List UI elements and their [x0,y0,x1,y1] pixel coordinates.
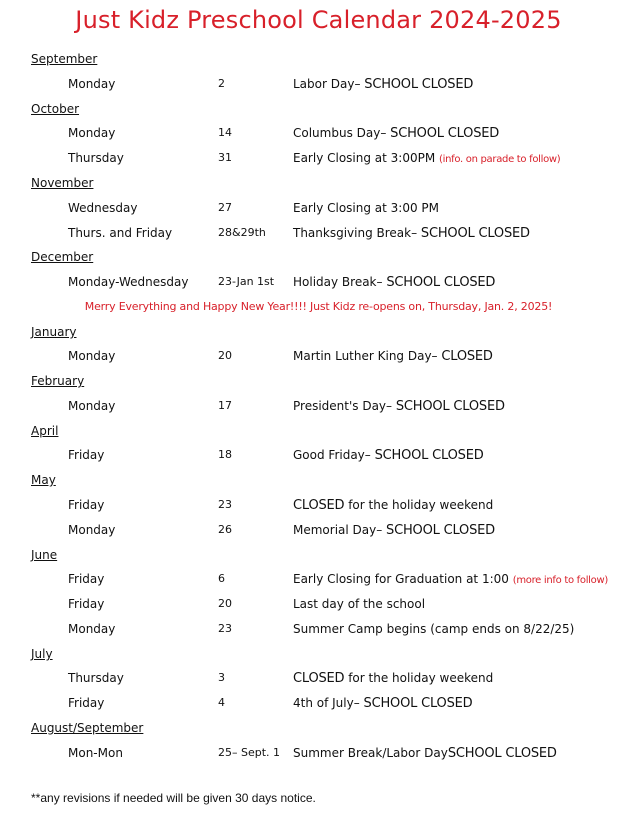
event-note: (more info to follow) [512,575,608,586]
event-text: President's Day– [293,399,396,413]
event-date: 23-Jan 1st [218,275,275,288]
month-heading-february: February [31,374,85,388]
month-heading-january: January [31,325,77,339]
event-closed-label: SCHOOL CLOSED [420,226,530,241]
event-description [293,696,472,711]
event-date: 23 [218,622,232,635]
event-text: Thanksgiving Break– [293,226,421,240]
event-text: for the holiday weekend [344,498,494,512]
event-row [0,671,637,689]
event-date: 23 [218,498,232,511]
event-row [0,275,637,293]
event-text: Last day of the school [293,597,426,611]
event-description [293,349,493,364]
event-text: 4th of July– [293,696,364,710]
event-date: 20 [218,349,232,362]
event-description [293,399,505,414]
event-description [293,77,473,92]
event-description [293,275,495,290]
event-row [0,77,637,95]
event-text: Summer Break/Labor Day [293,746,448,760]
event-day: Mon-Mon [68,746,123,760]
event-closed-label: SCHOOL CLOSED [447,746,557,761]
event-row [0,746,637,764]
event-day: Wednesday [68,201,138,215]
event-date: 2 [218,77,225,90]
event-text: for the holiday weekend [344,671,494,685]
month-heading-june: June [31,548,58,562]
event-description [293,498,493,513]
event-date: 18 [218,448,232,461]
footnote: **any revisions if needed will be given 30 days notice. [31,791,316,805]
event-row [0,622,637,640]
event-day: Monday [68,399,116,413]
month-heading-december: December [31,250,94,264]
event-note: (info. on parade to follow) [439,154,561,165]
event-day: Monday [68,523,116,537]
event-text: Early Closing for Graduation at 1:00 [293,572,513,586]
event-date: 27 [218,201,232,214]
event-day: Thurs. and Friday [68,226,173,240]
event-date: 3 [218,671,225,684]
event-description [293,746,557,761]
event-row [0,151,637,169]
event-text: Summer Camp begins (camp ends on 8/22/25) [293,622,575,636]
event-date: 20 [218,597,232,610]
event-text: Early Closing at 3:00PM [293,151,440,165]
event-closed-label: CLOSED [293,671,345,686]
event-day: Friday [68,448,105,462]
event-description [293,523,495,538]
month-heading-july: July [31,647,53,661]
event-description [293,448,484,463]
month-heading-august-september: August/September [31,721,144,735]
event-day: Monday [68,349,116,363]
event-closed-label: SCHOOL CLOSED [386,523,495,538]
month-heading-april: April [31,424,59,438]
event-text: Memorial Day– [293,523,387,537]
event-description [293,201,439,215]
event-row [0,226,637,244]
event-day: Friday [68,572,105,586]
event-closed-label: SCHOOL CLOSED [363,696,473,711]
page-title: Just Kidz Preschool Calendar 2024-2025 [75,6,562,34]
holiday-message: Merry Everything and Happy New Year!!!! Just Kidz re-opens on, Thursday, Jan. 2, 2025! [84,300,553,313]
event-description [293,151,560,165]
event-day: Friday [68,696,105,710]
event-row [0,201,637,219]
event-closed-label: SCHOOL CLOSED [364,77,474,92]
event-description [293,226,530,241]
event-row [0,448,637,466]
event-text: Early Closing at 3:00 PM [293,201,440,215]
event-text: Columbus Day– [293,126,391,140]
event-row [0,572,637,590]
event-day: Friday [68,498,105,512]
event-date: 26 [218,523,232,536]
event-date: 14 [218,126,232,139]
event-closed-label: SCHOOL CLOSED [386,275,496,290]
event-closed-label: CLOSED [293,498,345,513]
event-day: Thursday [68,151,124,165]
event-closed-label: CLOSED [441,349,493,364]
event-day: Monday [68,77,116,91]
event-date: 31 [218,151,232,164]
event-row [0,126,637,144]
event-day: Monday-Wednesday [68,275,189,289]
event-row [0,399,637,417]
event-description [293,622,574,636]
event-row [0,696,637,714]
event-description [293,572,608,586]
event-row [0,349,637,367]
event-date: 17 [218,399,232,412]
event-text: Holiday Break– [293,275,387,289]
month-heading-october: October [31,102,80,116]
event-row [0,523,637,541]
event-date: 6 [218,572,225,585]
event-date: 4 [218,696,225,709]
event-row [0,498,637,516]
event-closed-label: SCHOOL CLOSED [390,126,500,141]
event-row [0,597,637,615]
month-heading-september: September [31,52,98,66]
event-description [293,126,499,141]
event-text: Martin Luther King Day– [293,349,442,363]
month-heading-november: November [31,176,94,190]
event-text: Good Friday– [293,448,375,462]
event-day: Monday [68,126,116,140]
event-text: Labor Day– [293,77,365,91]
event-description [293,597,425,611]
event-day: Thursday [68,671,124,685]
event-closed-label: SCHOOL CLOSED [374,448,484,463]
event-day: Friday [68,597,105,611]
event-day: Monday [68,622,116,636]
event-closed-label: SCHOOL CLOSED [395,399,505,414]
month-heading-may: May [31,473,56,487]
event-description [293,671,493,686]
event-date: 28&29th [218,226,266,239]
event-date: 25– Sept. 1 [218,746,281,759]
